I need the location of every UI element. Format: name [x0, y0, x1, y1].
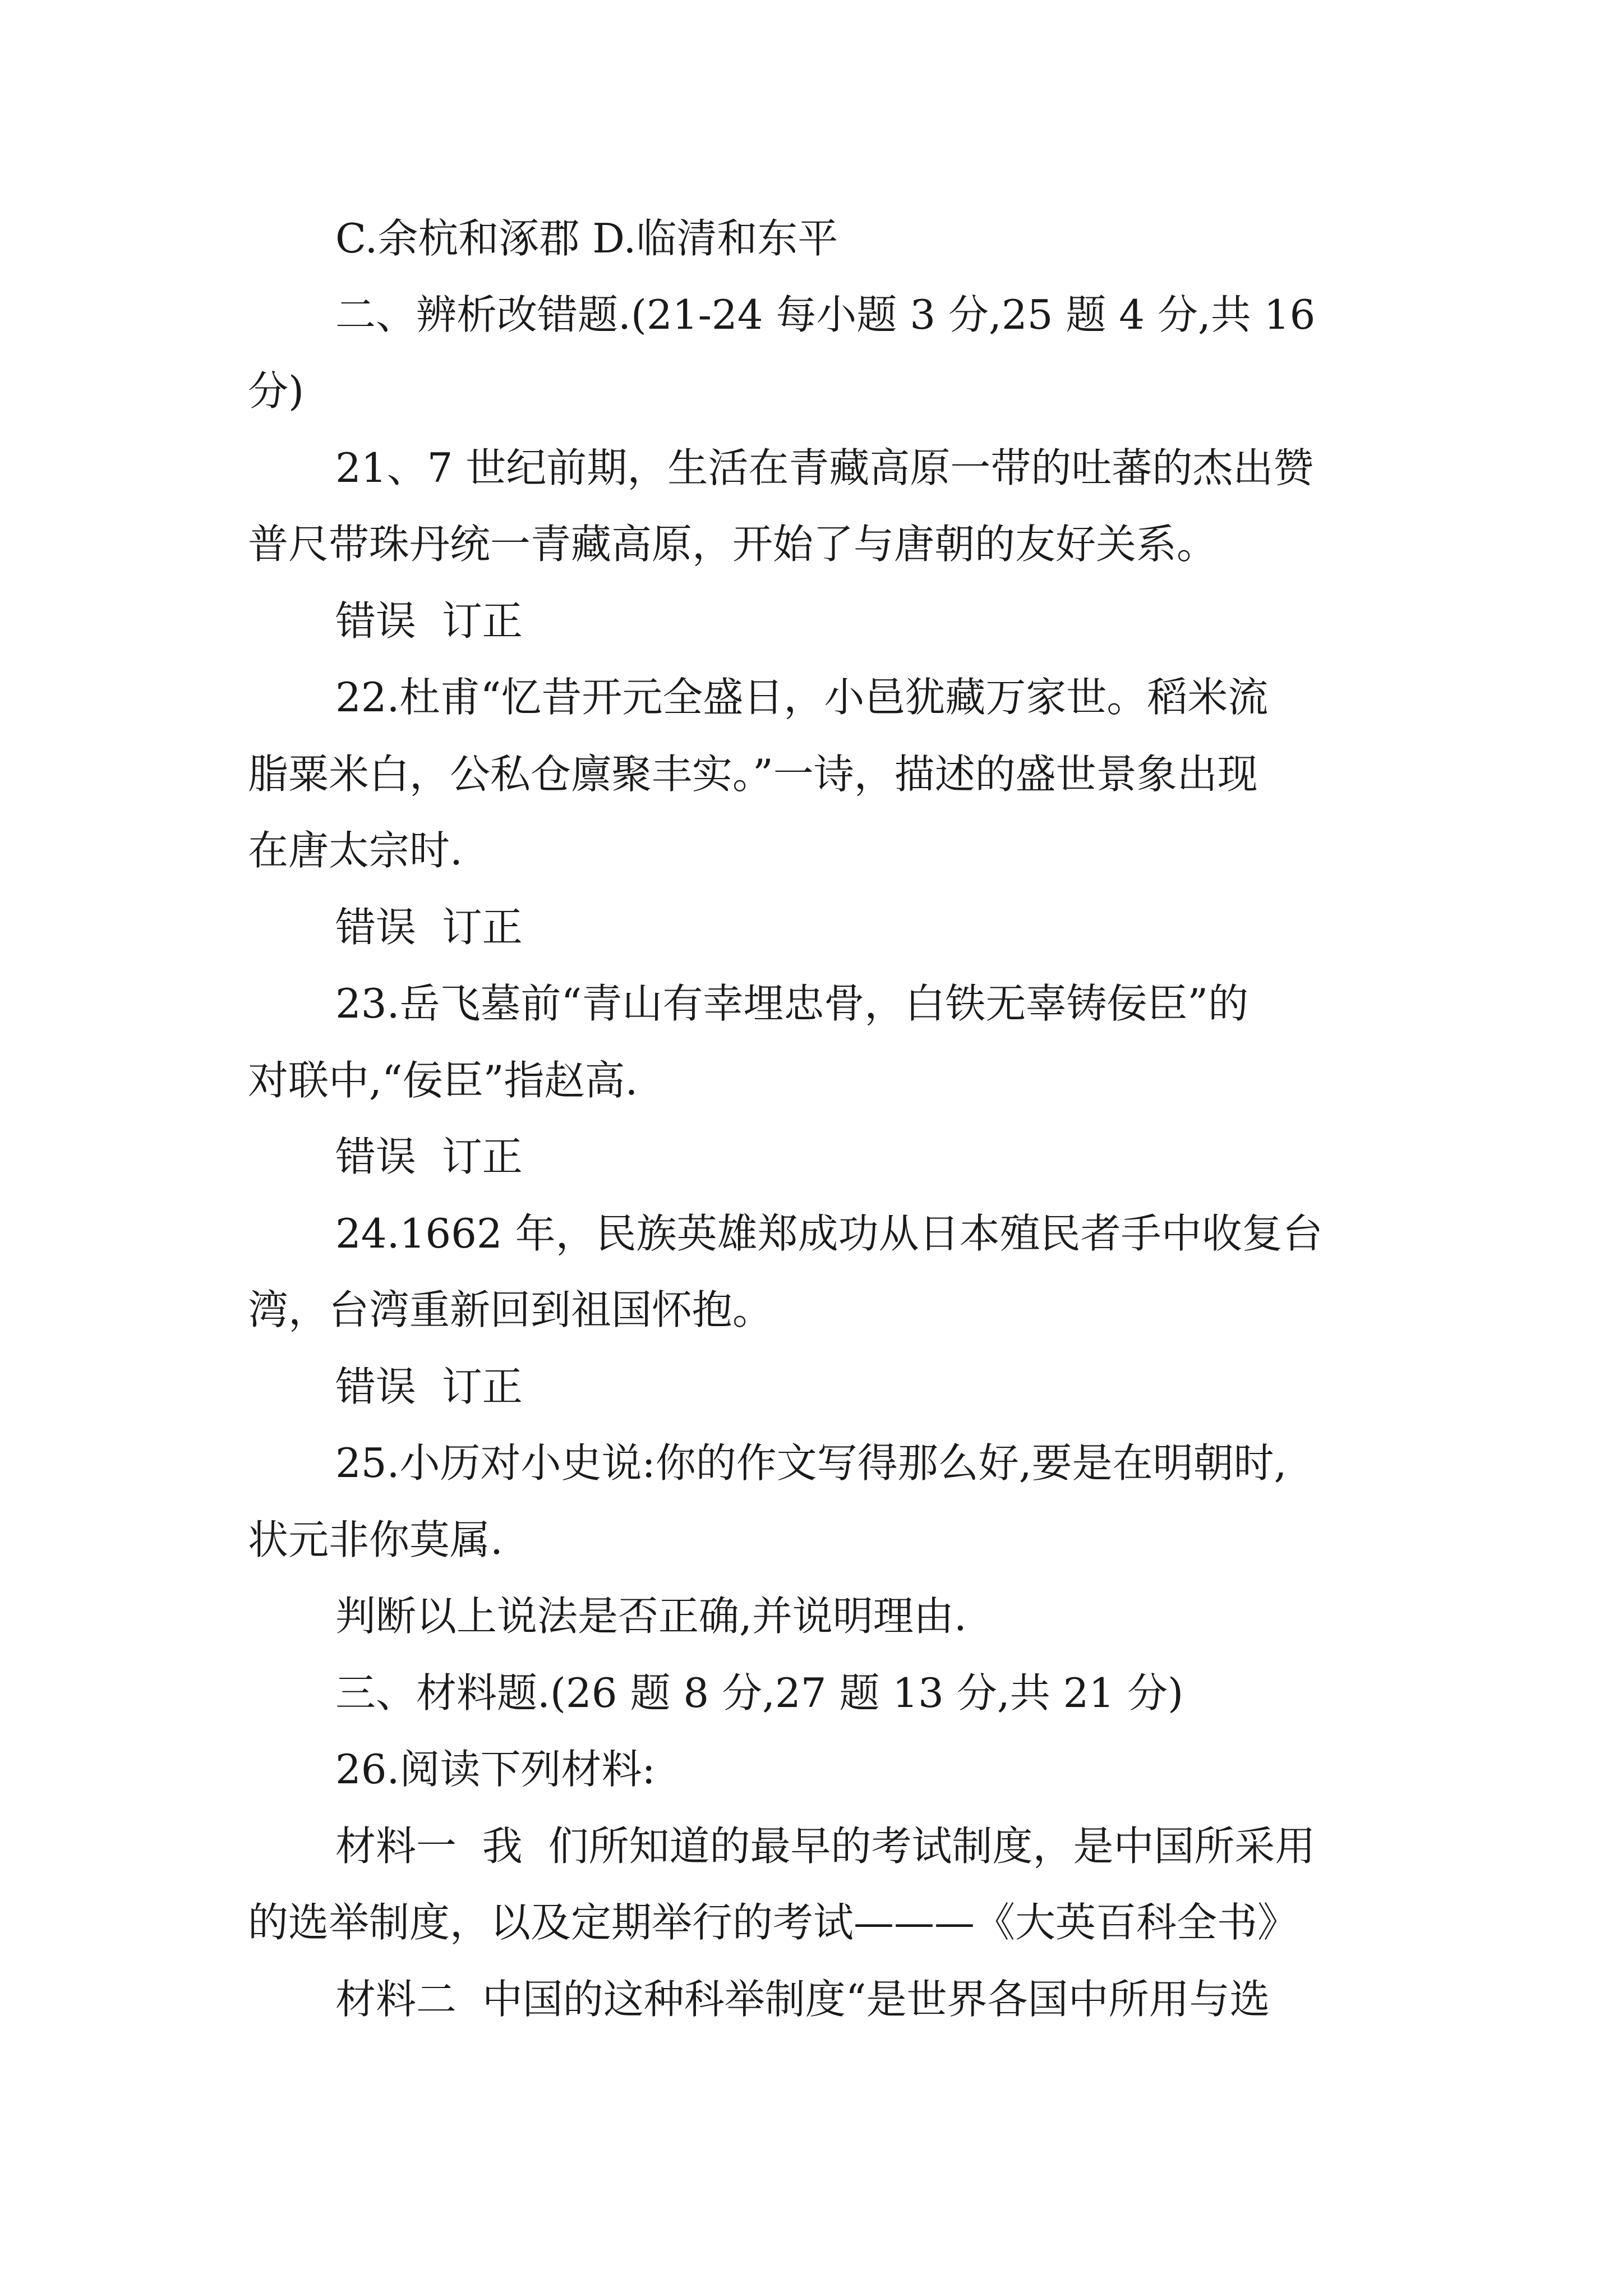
answer-options-cd: C.余杭和涿郡 D.临清和东平 — [335, 215, 838, 262]
question-21-answer: 错误 订正 — [335, 597, 523, 645]
question-22-answer: 错误 订正 — [335, 904, 523, 951]
material-one: 材料一 我 们所知道的最早的考试制度，是中国所采用 — [335, 1823, 1316, 1870]
question-25: 25.小历对小史说:你的作文写得那么好,要是在明朝时, — [335, 1439, 1287, 1487]
material-one-cont: 的选举制度，以及定期举行的考试———《大英百科全书》 — [248, 1899, 1298, 1946]
section-two-heading-cont: 分) — [248, 367, 305, 415]
question-25-cont: 状元非你莫属. — [248, 1516, 503, 1563]
question-22: 22.杜甫“忆昔开元全盛日，小邑犹藏万家世。稻米流 — [335, 674, 1269, 721]
question-24: 24.1662 年，民族英雄郑成功从日本殖民者手中收复台 — [335, 1210, 1323, 1257]
question-21: 21、7 世纪前期，生活在青藏高原一带的吐蕃的杰出赞 — [335, 444, 1314, 491]
question-22-cont-2: 在唐太宗时. — [248, 827, 463, 874]
section-three-heading: 三、材料题.(26 题 8 分,27 题 13 分,共 21 分) — [335, 1669, 1184, 1717]
question-26: 26.阅读下列材料: — [335, 1746, 656, 1793]
question-22-cont: 脂粟米白，公私仓廪聚丰实。”一诗，描述的盛世景象出现 — [248, 751, 1258, 798]
question-24-cont: 湾，台湾重新回到祖国怀抱。 — [248, 1286, 773, 1333]
section-two-heading: 二、辨析改错题.(21-24 每小题 3 分,25 题 4 分,共 16 — [335, 291, 1316, 338]
question-23-answer: 错误 订正 — [335, 1133, 523, 1180]
question-25-prompt: 判断以上说法是否正确,并说明理由. — [335, 1593, 967, 1640]
question-23: 23.岳飞墓前“青山有幸埋忠骨，白铁无辜铸佞臣”的 — [335, 980, 1249, 1027]
question-21-cont: 普尺带珠丹统一青藏高原，开始了与唐朝的友好关系。 — [248, 521, 1218, 568]
material-two: 材料二 中国的这种科举制度“是世界各国中所用与选 — [335, 1976, 1270, 2023]
question-23-cont: 对联中,“佞臣”指赵高. — [248, 1057, 638, 1104]
question-24-answer: 错误 订正 — [335, 1363, 523, 1410]
